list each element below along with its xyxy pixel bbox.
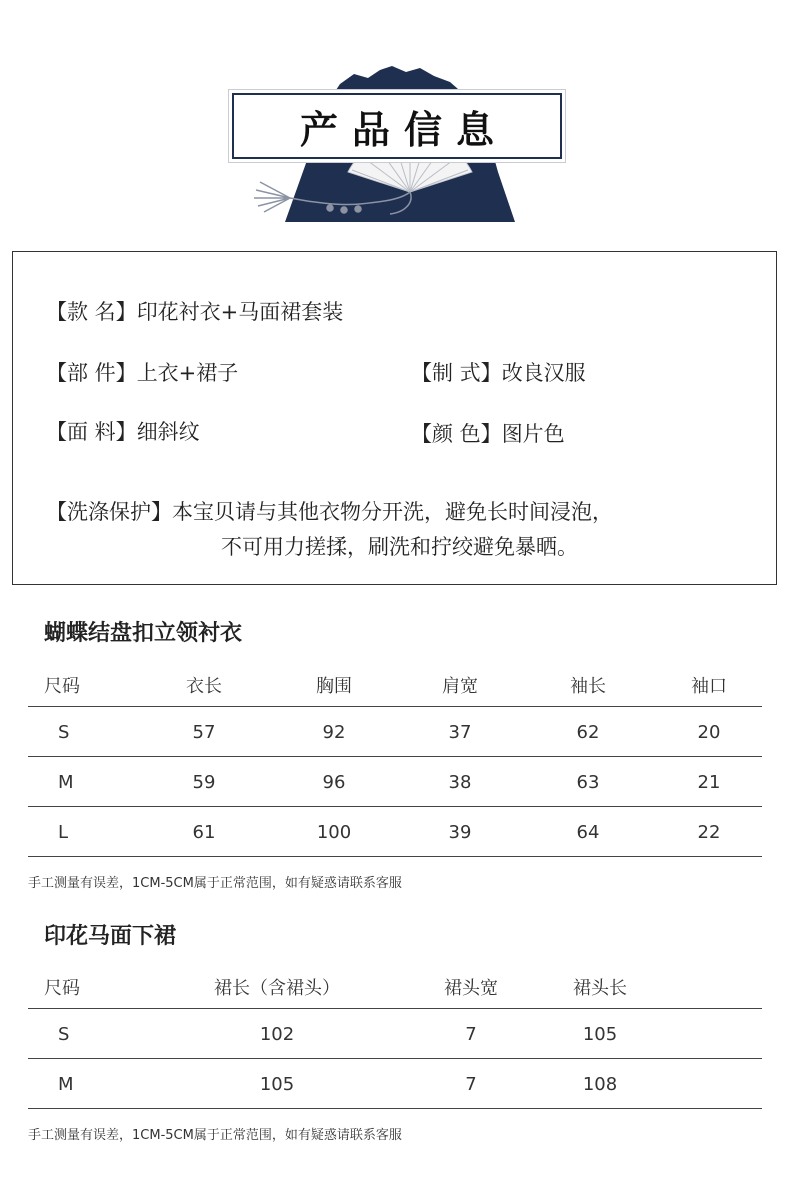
shirt-cell-size: S — [58, 722, 70, 743]
info-parts-value: 上衣+裙子 — [136, 361, 239, 385]
info-care-line2: 不可用力搓揉，刷洗和拧绞避免暴晒。 — [221, 535, 578, 559]
shirt-cell-sleeve: 63 — [576, 772, 600, 793]
info-name-label: 【款 名】 — [46, 300, 137, 324]
info-color-value: 图片色 — [501, 422, 565, 446]
table-divider — [28, 1008, 762, 1009]
info-color-label: 【颜 色】 — [411, 422, 502, 446]
info-parts-label: 【部 件】 — [46, 361, 137, 385]
shirt-cell-shoulder: 39 — [448, 822, 472, 843]
skirt-table-note: 手工测量有误差，1CM-5CM属于正常范围，如有疑惑请联系客服 — [28, 1128, 402, 1143]
info-style — [411, 357, 586, 387]
table-divider — [28, 856, 762, 857]
info-parts — [46, 357, 238, 387]
table-divider — [28, 706, 762, 707]
shirt-cell-length: 57 — [192, 722, 216, 743]
table-divider — [28, 806, 762, 807]
skirt-header-size: 尺码 — [44, 978, 80, 999]
shirt-cell-sleeve: 62 — [576, 722, 600, 743]
shirt-header-shoulder: 肩宽 — [442, 676, 478, 697]
shirt-cell-length: 61 — [192, 822, 216, 843]
shirt-cell-cuff: 22 — [697, 822, 721, 843]
table-divider — [28, 756, 762, 757]
shirt-cell-cuff: 20 — [697, 722, 721, 743]
shirt-cell-shoulder: 38 — [448, 772, 472, 793]
skirt-header-waistband-width: 裙头宽 — [444, 978, 498, 999]
shirt-cell-cuff: 21 — [697, 772, 721, 793]
info-color — [411, 418, 565, 448]
shirt-header-size: 尺码 — [44, 676, 80, 697]
skirt-cell-waistband-width: 7 — [465, 1074, 477, 1095]
shirt-header-sleeve: 袖长 — [570, 676, 606, 697]
shirt-cell-shoulder: 37 — [448, 722, 472, 743]
info-care — [46, 496, 613, 526]
info-care-label: 【洗涤保护】 — [46, 500, 172, 524]
skirt-cell-length: 105 — [259, 1074, 295, 1095]
title-box — [232, 93, 562, 159]
info-style-value: 改良汉服 — [501, 361, 586, 385]
skirt-cell-waistband-width: 7 — [465, 1024, 477, 1045]
skirt-header-length: 裙长（含裙头） — [214, 978, 340, 999]
skirt-cell-waistband-length: 108 — [582, 1074, 618, 1095]
skirt-cell-size: S — [58, 1024, 70, 1045]
shirt-cell-bust: 92 — [322, 722, 346, 743]
shirt-header-cuff: 袖口 — [691, 676, 727, 697]
shirt-cell-bust: 96 — [322, 772, 346, 793]
page-title: 产品信息 — [299, 106, 508, 152]
skirt-table-title: 印花马面下裙 — [44, 924, 177, 949]
skirt-cell-size: M — [58, 1074, 74, 1095]
skirt-header-waistband-length: 裙头长 — [573, 978, 627, 999]
info-fabric-label: 【面 料】 — [46, 420, 137, 444]
info-fabric — [46, 416, 200, 446]
skirt-cell-waistband-length: 105 — [582, 1024, 618, 1045]
table-divider — [28, 1058, 762, 1059]
shirt-table-title: 蝴蝶结盘扣立领衬衣 — [44, 621, 243, 646]
shirt-cell-sleeve: 64 — [576, 822, 600, 843]
shirt-cell-size: M — [58, 772, 74, 793]
info-fabric-value: 细斜纹 — [136, 420, 200, 444]
shirt-header-bust: 胸围 — [316, 676, 352, 697]
shirt-header-length: 衣长 — [186, 676, 222, 697]
table-divider — [28, 1108, 762, 1109]
shirt-cell-bust: 100 — [316, 822, 352, 843]
shirt-cell-length: 59 — [192, 772, 216, 793]
shirt-table-note: 手工测量有误差，1CM-5CM属于正常范围，如有疑惑请联系客服 — [28, 876, 402, 891]
info-name-value: 印花衬衣+马面裙套装 — [136, 300, 344, 324]
shirt-cell-size: L — [58, 822, 69, 843]
info-style-label: 【制 式】 — [411, 361, 502, 385]
info-care-line1: 本宝贝请与其他衣物分开洗，避免长时间浸泡， — [172, 500, 613, 524]
skirt-cell-length: 102 — [259, 1024, 295, 1045]
info-name — [46, 296, 343, 326]
